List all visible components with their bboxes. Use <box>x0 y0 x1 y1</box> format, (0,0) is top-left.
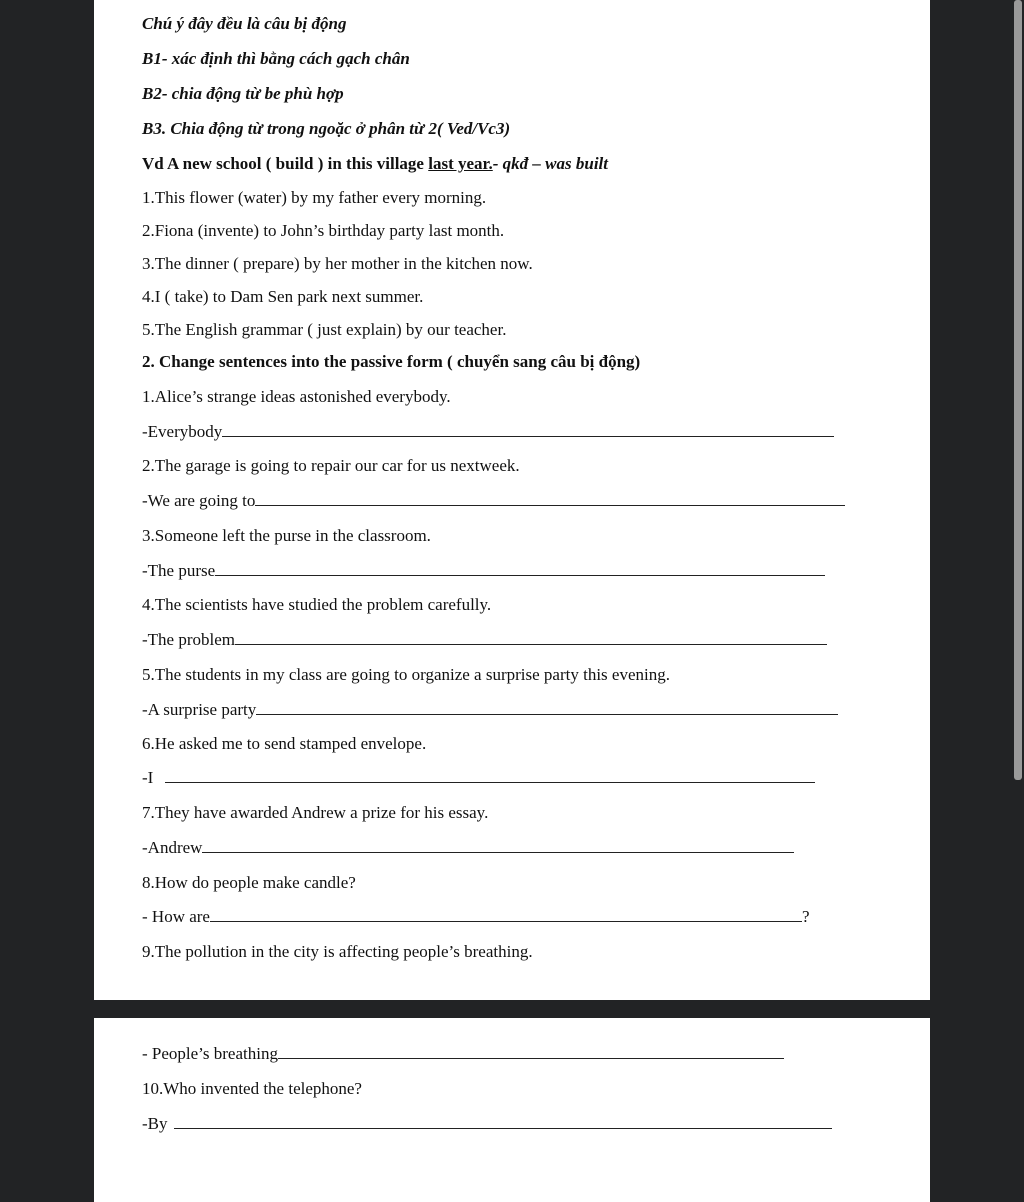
answer-prompt: -I <box>142 768 154 787</box>
passive-sentence: 1.Alice’s strange ideas astonished everybody. <box>142 387 451 406</box>
part-2-heading: 2. Change sentences into the passive form ( chuyển sang câu bị động) <box>142 352 641 371</box>
answer-line <box>142 700 838 720</box>
answer-prompt: - People’s breathing <box>142 1044 278 1063</box>
answer-blank[interactable] <box>215 561 825 576</box>
passive-sentence: 3.Someone left the purse in the classroom. <box>142 526 431 545</box>
answer-blank[interactable] <box>222 422 834 437</box>
example-suffix: - qkđ – was built <box>492 154 609 173</box>
exercise-1-item: 3.The dinner ( prepare) by her mother in the kitchen now. <box>142 254 533 273</box>
answer-end-mark: ? <box>801 907 810 926</box>
answer-blank[interactable] <box>202 838 794 853</box>
answer-line <box>142 838 794 858</box>
answer-prompt: -Everybody <box>142 422 223 441</box>
worksheet-page-1 <box>94 0 930 1000</box>
answer-line <box>142 1044 784 1064</box>
answer-line <box>142 1114 832 1134</box>
passive-sentence: 10.Who invented the telephone? <box>142 1079 362 1098</box>
passive-sentence: 2.The garage is going to repair our car for us nextweek. <box>142 456 520 475</box>
answer-line <box>142 561 825 581</box>
answer-blank[interactable] <box>210 907 802 922</box>
answer-prompt: -Andrew <box>142 838 203 857</box>
passive-sentence: 6.He asked me to send stamped envelope. <box>142 734 427 753</box>
answer-line <box>142 630 827 650</box>
passive-sentence: 5.The students in my class are going to organize a surprise party this evening. <box>142 665 670 684</box>
answer-blank[interactable] <box>235 630 827 645</box>
passive-sentence: 9.The pollution in the city is affecting people’s breathing. <box>142 942 533 961</box>
answer-line <box>142 422 834 442</box>
answer-blank[interactable] <box>174 1114 832 1129</box>
exercise-1-item: 2.Fiona (invente) to John’s birthday party last month. <box>142 221 505 240</box>
scrollbar[interactable] <box>1014 0 1022 780</box>
answer-line <box>142 768 815 788</box>
answer-prompt: -By <box>142 1114 168 1133</box>
exercise-1-item: 5.The English grammar ( just explain) by our teacher. <box>142 320 507 339</box>
exercise-1-item: 1.This flower (water) by my father every morning. <box>142 188 487 207</box>
passive-sentence: 7.They have awarded Andrew a prize for his essay. <box>142 803 489 822</box>
instruction-step-3: B3. Chia động từ trong ngoặc ở phân từ 2( Ved/Vc3) <box>142 119 511 138</box>
example-line <box>142 154 608 174</box>
passive-sentence: 8.How do people make candle? <box>142 873 356 892</box>
exercise-1-item: 4.I ( take) to Dam Sen park next summer. <box>142 287 424 306</box>
example-underlined: last year. <box>428 154 493 173</box>
instruction-step-1: B1- xác định thì bằng cách gạch chân <box>142 49 410 68</box>
example-prefix: Vd A new school ( build ) in this village <box>142 154 429 173</box>
instruction-step-2: B2- chia động từ be phù hợp <box>142 84 344 103</box>
answer-blank[interactable] <box>278 1044 784 1059</box>
instruction-note: Chú ý đây đều là câu bị động <box>142 14 347 33</box>
answer-blank[interactable] <box>165 768 815 783</box>
answer-line <box>142 491 845 511</box>
answer-prompt: - How are <box>142 907 210 926</box>
answer-blank[interactable] <box>255 491 845 506</box>
answer-line <box>142 907 810 927</box>
answer-prompt: -We are going to <box>142 491 256 510</box>
worksheet-page-2 <box>94 1018 930 1202</box>
passive-sentence: 4.The scientists have studied the problem carefully. <box>142 595 492 614</box>
answer-blank[interactable] <box>256 700 838 715</box>
answer-prompt: -A surprise party <box>142 700 257 719</box>
answer-prompt: -The purse <box>142 561 216 580</box>
answer-prompt: -The problem <box>142 630 235 649</box>
